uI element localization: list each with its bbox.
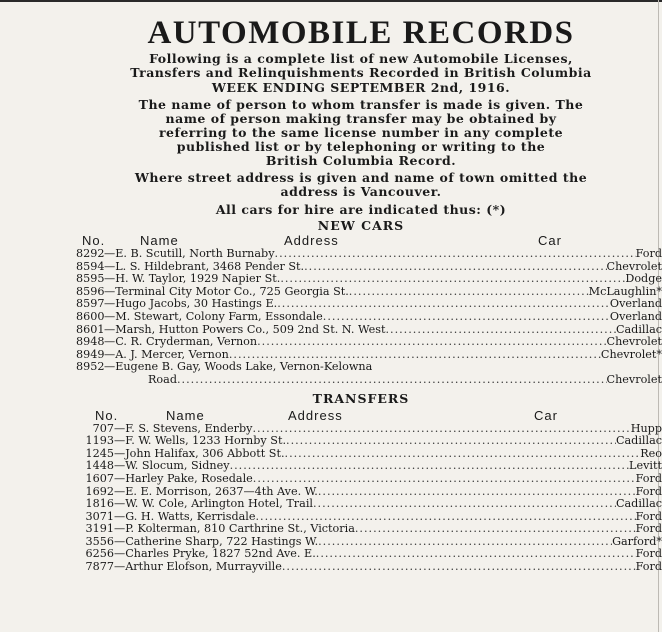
address-continuation: Road: [148, 372, 177, 386]
dot-leader: [230, 460, 629, 473]
entry-left: [78, 561, 282, 574]
car-make: Garford*: [612, 534, 662, 548]
license-number: 8948: [76, 335, 105, 349]
car-make: Ford: [635, 247, 662, 260]
dash-separator: —: [114, 547, 126, 561]
dash-separator: —: [104, 272, 116, 286]
car-make: Cadillac: [615, 497, 662, 511]
address-note: address is Vancouver.: [280, 184, 442, 199]
dot-leader: [275, 248, 636, 261]
dot-leader: [252, 423, 630, 436]
note-line: referring to the same license number in any complete: [158, 125, 564, 140]
car-make: Cadillac: [615, 322, 662, 336]
dot-leader: [257, 336, 606, 349]
col-name: Name: [140, 233, 179, 248]
license-number: 3556: [85, 534, 114, 548]
intro-line: Following is a complete list of new Automobile Licenses,: [149, 51, 573, 66]
dot-leader: [304, 261, 606, 274]
address-note: Where street address is given and name of town omitted the: [134, 170, 588, 185]
dash-separator: —: [114, 534, 126, 548]
col-no: No.: [95, 407, 119, 423]
new-cars-column-header: [60, 233, 662, 248]
dash-separator: —: [104, 297, 116, 311]
note-line: The name of person to whom transfer is made is given. The: [138, 97, 584, 112]
license-number: 1816: [85, 497, 114, 511]
license-number: 3191: [85, 522, 114, 536]
dot-leader: [349, 286, 589, 299]
owner-name-address: G. H. Watts, Kerrisdale: [125, 509, 256, 523]
owner-name-address: L. S. Hildebrant, 3468 Pender St.: [115, 259, 305, 273]
car-make: Overland: [609, 309, 662, 323]
owner-name-address: E. B. Scutill, North Burnaby: [115, 247, 275, 260]
dash-separator: —: [104, 247, 116, 260]
dot-leader: [318, 486, 636, 499]
license-number: 7877: [85, 560, 114, 574]
owner-name-address: F. W. Wells, 1233 Hornby St.: [125, 434, 287, 448]
owner-name-address: A. J. Mercer, Vernon: [115, 347, 229, 361]
dash-separator: —: [104, 347, 116, 361]
dash-separator: —: [114, 497, 126, 511]
entry-left: [76, 361, 372, 374]
license-number: 8594: [76, 259, 105, 273]
dash-separator: —: [114, 471, 126, 485]
col-car: Car: [538, 233, 562, 248]
dot-leader: [177, 374, 607, 387]
dash-separator: —: [104, 360, 116, 374]
owner-name-address: Hugo Jacobs, 30 Hastings E.: [115, 297, 278, 311]
note-line: British Columbia Record.: [265, 153, 457, 168]
transfers-list: [60, 423, 662, 574]
car-make: Ford: [635, 484, 662, 498]
dash-separator: —: [104, 309, 116, 323]
license-number: 8597: [76, 297, 105, 311]
license-entry: [60, 561, 662, 574]
license-number: 8601: [76, 322, 105, 336]
owner-name-address: W. W. Cole, Arlington Hotel, Trail: [125, 497, 313, 511]
dot-leader: [282, 561, 636, 574]
owner-name-address: Terminal City Motor Co., 725 Georgia St.: [115, 284, 349, 298]
note-line: name of person making transfer may be obtained by: [165, 111, 557, 126]
dot-leader: [313, 498, 616, 511]
dash-separator: —: [114, 560, 126, 574]
new-cars-list: [60, 248, 662, 387]
dash-separator: —: [104, 259, 116, 273]
dot-leader: [286, 435, 616, 448]
owner-name-address: E. E. Morrison, 2637—4th Ave. W.: [125, 484, 318, 498]
dot-leader: [355, 523, 636, 536]
page-title: AUTOMOBILE RECORDS: [147, 15, 575, 51]
new-cars-heading: NEW CARS: [317, 218, 405, 233]
col-car: Car: [534, 407, 558, 423]
transfers-column-header: [60, 408, 662, 423]
car-make: Ford: [635, 471, 662, 485]
col-address: Address: [284, 233, 339, 248]
license-number: 8600: [76, 309, 105, 323]
car-make: McLaughlin*: [588, 284, 662, 298]
note-line: published list or by telephoning or writing to the: [176, 139, 546, 154]
car-make: Dodge: [625, 272, 662, 286]
license-number: 8596: [76, 284, 105, 298]
car-make: Cadillac: [615, 434, 662, 448]
license-number: 1245: [85, 446, 114, 460]
car-make: Ford: [635, 509, 662, 523]
car-make: Hupp: [630, 421, 662, 435]
dot-leader: [277, 298, 610, 311]
dash-separator: —: [104, 322, 116, 336]
car-make: Chevrolet: [606, 372, 662, 386]
owner-name-address: W. Slocum, Sidney: [125, 459, 230, 473]
owner-name-address: John Halifax, 306 Abbott St.: [125, 446, 285, 460]
owner-name-address: P. Kolterman, 810 Carthrine St., Victoria: [125, 522, 355, 536]
owner-name-address: F. S. Stevens, Enderby: [125, 421, 253, 435]
dash-separator: —: [114, 434, 126, 448]
license-entry-continued: [60, 374, 662, 387]
dot-leader: [385, 324, 615, 337]
car-make: Overland: [609, 297, 662, 311]
car-make: Chevrolet: [606, 259, 662, 273]
license-number: 8949: [76, 347, 105, 361]
owner-name-address: Marsh, Hutton Powers Co., 509 2nd St. N. West: [115, 322, 386, 336]
dot-leader: [316, 548, 636, 561]
owner-name-address: H. W. Taylor, 1929 Napier St.: [115, 272, 281, 286]
col-name: Name: [166, 407, 205, 423]
dash-separator: —: [114, 421, 126, 435]
owner-name-address: C. R. Cryderman, Vernon: [115, 335, 258, 349]
dash-separator: —: [114, 522, 126, 536]
dash-separator: —: [114, 509, 126, 523]
license-number: 1448: [85, 459, 114, 473]
dash-separator: —: [104, 335, 116, 349]
dot-leader: [285, 448, 641, 461]
car-make: Ford: [635, 560, 662, 574]
license-number: 1193: [85, 434, 114, 448]
newspaper-clipping: [60, 4, 662, 574]
owner-name-address: Harley Pake, Rosedale: [125, 471, 253, 485]
car-make: Chevrolet*: [600, 347, 662, 361]
dash-separator: —: [114, 459, 126, 473]
car-make: Reo: [640, 446, 662, 460]
intro-block: [60, 52, 662, 217]
owner-name-address: M. Stewart, Colony Farm, Essondale: [115, 309, 323, 323]
col-address: Address: [288, 407, 343, 423]
owner-name-address: Eugene B. Gay, Woods Lake, Vernon-Kelowna: [115, 360, 373, 374]
license-number: 1607: [85, 471, 114, 485]
license-number: 707: [92, 421, 114, 435]
owner-name-address: Catherine Sharp, 722 Hastings W.: [125, 534, 319, 548]
car-make: Chevrolet: [606, 335, 662, 349]
license-number: 8952: [76, 360, 105, 374]
license-number: 6256: [85, 547, 114, 561]
intro-line: Transfers and Relinquishments Recorded in British Columbia: [130, 65, 592, 80]
license-number: 3071: [85, 509, 114, 523]
dash-separator: —: [114, 446, 126, 460]
hire-note: All cars for hire are indicated thus: (*): [215, 202, 507, 217]
license-number: 8595: [76, 272, 105, 286]
col-no: No.: [82, 233, 106, 248]
dash-separator: —: [104, 284, 116, 298]
car-make: Ford: [635, 547, 662, 561]
week-ending: WEEK ENDING SEPTEMBER 2nd, 1916.: [211, 80, 511, 95]
dot-leader: [318, 536, 612, 549]
owner-name-address: Arthur Elofson, Murrayville: [125, 560, 282, 574]
owner-name-address: Charles Pryke, 1827 52nd Ave. E.: [125, 547, 316, 561]
top-rule: [0, 0, 662, 2]
license-number: 1692: [85, 484, 114, 498]
license-number: 8292: [76, 247, 105, 260]
dash-separator: —: [114, 484, 126, 498]
car-make: Levitt: [629, 459, 662, 473]
transfers-heading: TRANSFERS: [312, 390, 410, 406]
car-make: Ford: [635, 522, 662, 536]
